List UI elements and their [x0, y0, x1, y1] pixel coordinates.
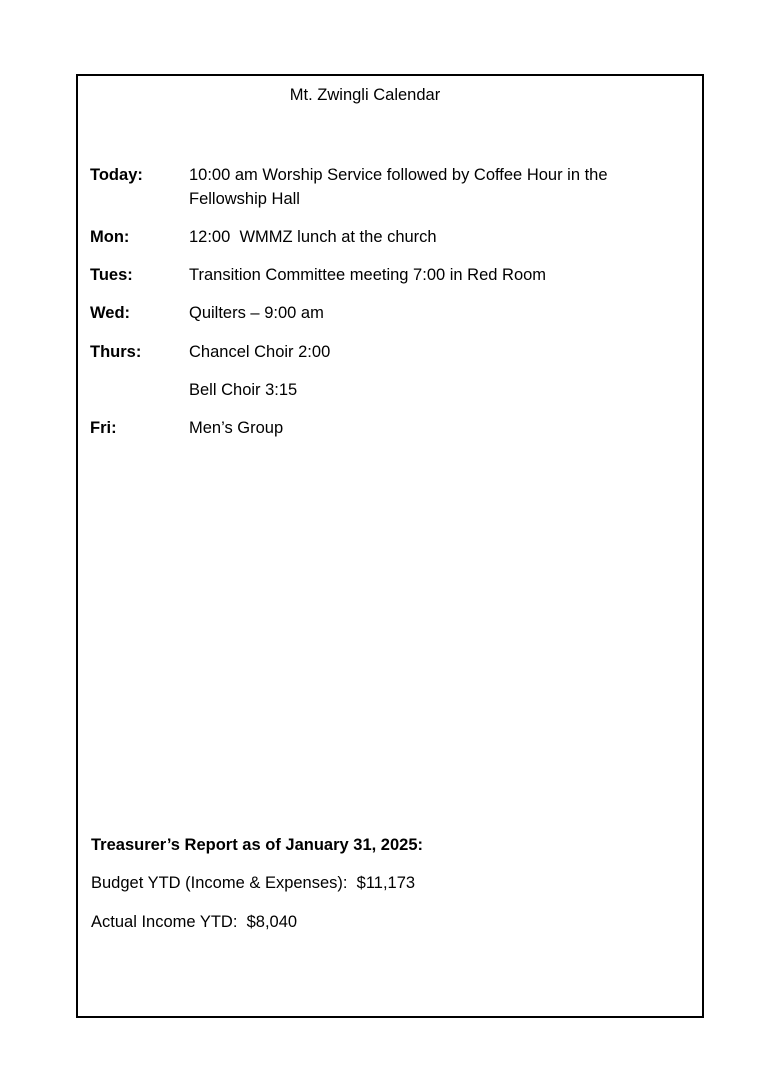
calendar-title: Mt. Zwingli Calendar — [289, 86, 441, 104]
event-text: Transition Committee meeting 7:00 in Red Room — [189, 266, 547, 284]
day-label: Mon: — [90, 228, 130, 246]
day-label: Today: — [90, 166, 143, 184]
event-text: 10:00 am Worship Service followed by Coffee Hour in the Fellowship Hall — [189, 166, 608, 208]
actual-income-ytd: Actual Income YTD: $8,040 — [91, 913, 298, 931]
day-label: Thurs: — [90, 343, 142, 361]
day-label: Wed: — [90, 304, 131, 322]
treasurer-heading: Treasurer’s Report as of January 31, 2025: — [91, 836, 423, 854]
event-text: Men’s Group — [189, 419, 284, 437]
event-text: Chancel Choir 2:00 — [189, 343, 331, 361]
event-text: Bell Choir 3:15 — [189, 381, 298, 399]
day-label: Fri: — [90, 419, 117, 437]
day-label: Tues: — [90, 266, 133, 284]
event-text: Quilters – 9:00 am — [189, 304, 324, 322]
budget-ytd: Budget YTD (Income & Expenses): $11,173 — [91, 874, 416, 892]
event-text: 12:00 WMMZ lunch at the church — [189, 228, 437, 246]
